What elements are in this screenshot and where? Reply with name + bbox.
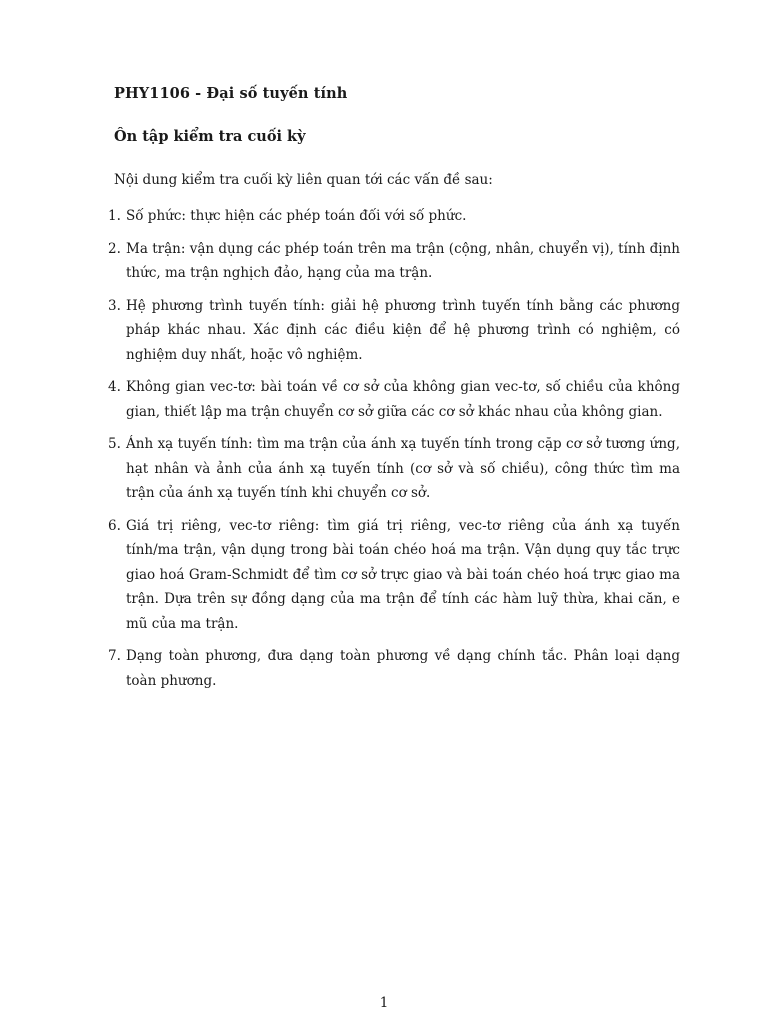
list-item-text: Ánh xạ tuyến tính: tìm ma trận của ánh xạ tuyến tính trong cặp cơ sở tương ứng, hạt nhân và ảnh của ánh xạ tuyến tính (cơ sở và số chiều), công thức tìm ma trận của ánh xạ tuyến tính khi chuyển cơ sở.	[126, 436, 680, 501]
list-item	[108, 644, 680, 693]
list-item	[108, 294, 680, 368]
list-item	[108, 375, 680, 424]
list-item-text: Số phức: thực hiện các phép toán đối với số phức.	[126, 208, 467, 224]
section-title: Ôn tập kiểm tra cuối kỳ	[114, 128, 306, 145]
list-item-text: Ma trận: vận dụng các phép toán trên ma trận (cộng, nhân, chuyển vị), tính định thức, ma trận nghịch đảo, hạng của ma trận.	[126, 240, 680, 281]
list-item-number: 1.	[108, 208, 121, 224]
list-item-text: Không gian vec-tơ: bài toán về cơ sở của không gian vec-tơ, số chiều của không gian, thiết lập ma trận chuyển cơ sở giữa các cơ sở khác nhau của không gian.	[126, 379, 680, 420]
list-item-text: Hệ phương trình tuyến tính: giải hệ phương trình tuyến tính bằng các phương pháp khác nhau. Xác định các điều kiện để hệ phương trình có nghiệm, có nghiệm duy nhất, hoặc vô nghiệm.	[126, 297, 680, 363]
list-item-number: 7.	[108, 648, 121, 664]
list-item-number: 2.	[108, 240, 121, 257]
course-title: PHY1106 - Đại số tuyến tính	[114, 85, 348, 102]
list-item	[108, 237, 680, 286]
topic-list	[108, 204, 680, 701]
list-item-text: Giá trị riêng, vec-tơ riêng: tìm giá trị riêng, vec-tơ riêng của ánh xạ tuyến tính/ma trận, vận dụng trong bài toán chéo hoá ma trận. Vận dụng quy tắc trực giao hoá Gram-Schmidt để tìm cơ sở trực giao và bài toán chéo hoá trực giao ma trận. Dựa trên sự đồng dạng của ma trận để tính các hàm luỹ thừa, khai căn, e mũ của ma trận.	[126, 517, 680, 632]
list-item	[108, 432, 680, 506]
list-item-number: 3.	[108, 297, 121, 314]
intro-text: Nội dung kiểm tra cuối kỳ liên quan tới các vấn đề sau:	[114, 172, 493, 188]
list-item-number: 6.	[108, 517, 121, 534]
page-number: 1	[379, 995, 389, 1011]
list-item	[108, 514, 680, 637]
list-item-text: Dạng toàn phương, đưa dạng toàn phương về dạng chính tắc. Phân loại dạng toàn phương.	[126, 648, 680, 689]
list-item	[108, 204, 680, 229]
list-item-number: 4.	[108, 379, 121, 395]
list-item-number: 5.	[108, 436, 121, 452]
